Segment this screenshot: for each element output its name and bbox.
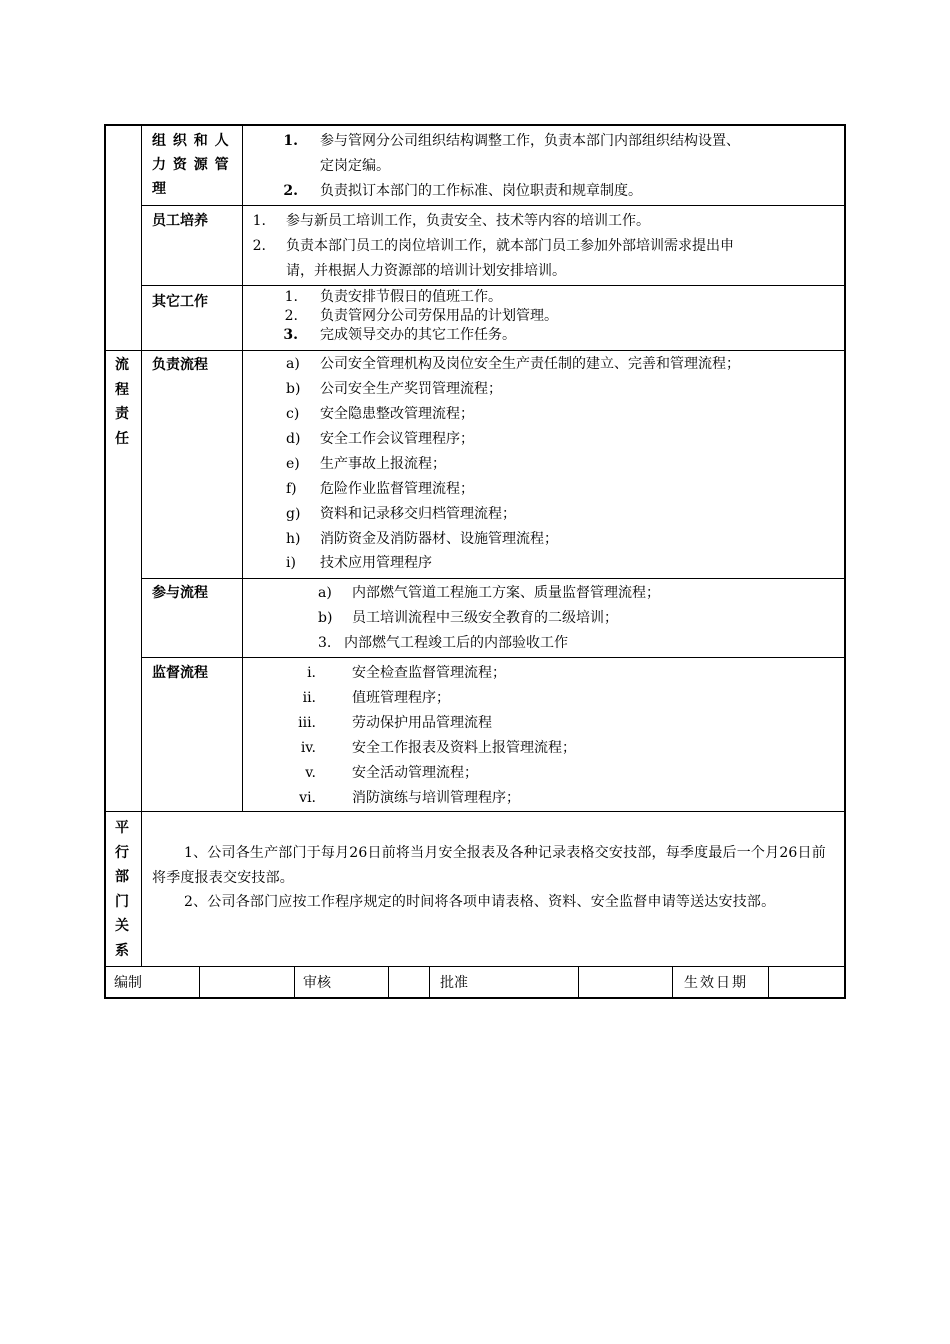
list-number: 2. <box>283 183 298 199</box>
label-char: 程 <box>115 381 129 398</box>
list-item-text: 安全活动管理流程； <box>352 765 478 781</box>
label-char: 行 <box>115 844 129 861</box>
list-item-text: 负责本部门员工的岗位培训工作，就本部门员工参加外部培训需求提出申 <box>286 238 734 254</box>
org-hr-label-line: 理 <box>152 181 167 197</box>
list-number: 3. <box>283 327 298 343</box>
list-item-text: 劳动保护用品管理流程 <box>352 715 492 731</box>
process-resp-label <box>107 353 137 451</box>
footer-divider <box>388 966 389 998</box>
list-number: c) <box>286 406 300 422</box>
list-item-text: 参与新员工培训工作，负责安全、技术等内容的培训工作。 <box>286 213 650 229</box>
approve-label: 批准 <box>440 975 468 991</box>
list-number: iii. <box>298 715 316 731</box>
list-item-text: 内部燃气管道工程施工方案、质量监督管理流程； <box>352 585 660 601</box>
label-char: 责 <box>115 406 129 422</box>
list-number: 2. <box>252 238 266 254</box>
list-item-text: 员工培训流程中三级安全教育的二级培训； <box>352 610 618 626</box>
row-divider <box>105 811 845 812</box>
label-char: 门 <box>115 893 129 910</box>
footer-divider <box>578 966 579 998</box>
org-hr-label-line: 力 资 源 管 <box>152 157 230 173</box>
list-item-text: 消防资金及消防器材、设施管理流程； <box>320 531 558 547</box>
list-item-text: 值班管理程序； <box>352 690 450 706</box>
row-divider <box>141 285 845 286</box>
list-item-text: 定岗定编。 <box>320 158 390 174</box>
list-item-text: 危险作业监督管理流程； <box>320 481 474 497</box>
other-work-label: 其它工作 <box>152 294 208 310</box>
org-hr-label-line: 组 织 和 人 <box>152 133 230 149</box>
effective-date-label: 生效日期 <box>684 975 748 991</box>
review-label: 审核 <box>303 975 331 991</box>
list-number: 1. <box>252 213 266 229</box>
row-divider <box>141 657 845 658</box>
label-char: 平 <box>115 820 129 836</box>
list-number: v. <box>305 765 316 781</box>
training-label: 员工培养 <box>152 213 208 229</box>
parallel-dept-paragraph: 1、公司各生产部门于每月26日前将当月安全报表及各种记录表格交安技部，每季度最后一个月26日前将季度报表交安技部。 <box>152 845 826 886</box>
parallel-dept-paragraph: 2、公司各部门应按工作程序规定的时间将各项申请表格、资料、安全监督申请等送达安技部。 <box>184 894 776 910</box>
list-item-text: 消防演练与培训管理程序； <box>352 790 520 806</box>
list-item-text: 安全隐患整改管理流程； <box>320 406 474 422</box>
row-divider <box>105 966 845 967</box>
list-number: 3. <box>318 635 332 651</box>
list-item-text: 负责管网分公司劳保用品的计划管理。 <box>320 308 558 324</box>
label-char: 流 <box>115 357 129 373</box>
supervise-process-label: 监督流程 <box>152 665 208 681</box>
responsible-process-label: 负责流程 <box>152 357 208 373</box>
list-item-text: 内部燃气工程竣工后的内部验收工作 <box>344 635 568 651</box>
label-char: 系 <box>115 942 129 959</box>
row-divider <box>141 205 845 206</box>
row-divider <box>141 578 845 579</box>
list-item-text: 技术应用管理程序 <box>320 555 432 571</box>
list-item-text: 公司安全生产奖罚管理流程； <box>320 381 502 397</box>
list-item-text: 负责安排节假日的值班工作。 <box>320 289 502 305</box>
list-number: g) <box>286 506 301 522</box>
list-number: a) <box>318 585 332 601</box>
parallel-dept-label <box>107 816 137 963</box>
list-number: 1. <box>283 133 298 149</box>
list-item-text: 参与管网分公司组织结构调整工作，负责本部门内部组织结构设置、 <box>320 133 740 149</box>
list-number: i. <box>307 665 316 681</box>
list-number: 2. <box>284 308 298 324</box>
participate-process-label: 参与流程 <box>152 585 208 601</box>
list-number: d) <box>286 431 301 447</box>
list-item-text: 请，并根据人力资源部的培训计划安排培训。 <box>286 263 566 279</box>
col-divider-category <box>141 125 142 966</box>
row-divider <box>105 350 845 351</box>
list-number: vi. <box>299 790 316 806</box>
list-number: 1. <box>284 289 298 305</box>
list-number: b) <box>286 381 301 397</box>
list-item-text: 完成领导交办的其它工作任务。 <box>320 327 516 343</box>
list-item-text: 资料和记录移交归档管理流程； <box>320 506 516 522</box>
label-char: 关 <box>115 918 129 934</box>
list-item-text: 安全工作会议管理程序； <box>320 431 474 447</box>
prepared-label: 编制 <box>114 975 142 991</box>
label-char: 任 <box>115 430 129 447</box>
list-number: i) <box>286 555 296 571</box>
list-item-text: 安全检查监督管理流程； <box>352 665 506 681</box>
list-item-text: 生产事故上报流程； <box>320 456 446 472</box>
list-item-text: 公司安全管理机构及岗位安全生产责任制的建立、完善和管理流程； <box>320 356 740 372</box>
list-item-text: 负责拟订本部门的工作标准、岗位职责和规章制度。 <box>320 183 642 199</box>
list-number: e) <box>286 456 300 472</box>
footer-divider <box>294 966 295 998</box>
label-char: 部 <box>115 869 129 885</box>
org-hr-label <box>152 129 230 201</box>
list-number: b) <box>318 610 333 626</box>
footer-divider <box>672 966 673 998</box>
list-number: f) <box>286 481 297 497</box>
footer-divider <box>199 966 200 998</box>
list-number: iv. <box>300 740 316 756</box>
list-number: h) <box>286 531 301 547</box>
list-item-text: 安全工作报表及资料上报管理流程； <box>352 740 576 756</box>
footer-divider <box>768 966 769 998</box>
list-number: ii. <box>302 690 316 706</box>
footer-divider <box>429 966 430 998</box>
list-number: a) <box>286 356 300 372</box>
